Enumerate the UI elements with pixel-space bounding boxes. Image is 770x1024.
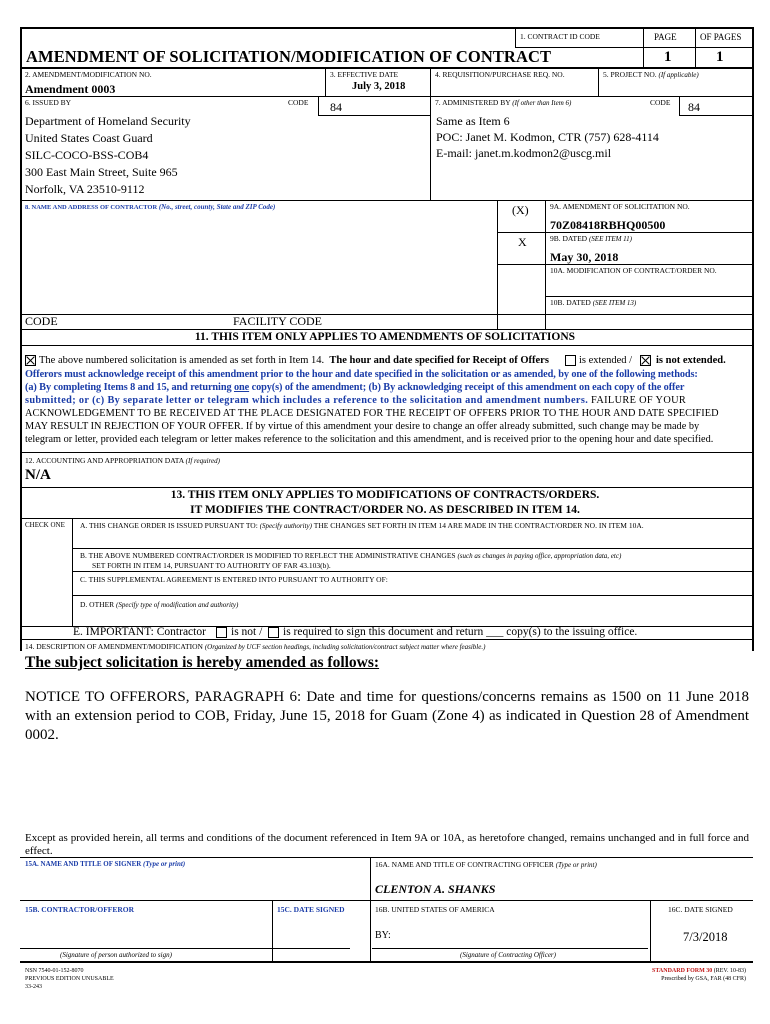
prescribed-text: Prescribed by GSA, FAR (48 CFR) [661,976,746,982]
description-label-text: 14. DESCRIPTION OF AMENDMENT/MODIFICATION [25,642,203,651]
description-body: NOTICE TO OFFERORS, PARAGRAPH 6: Date and time for questions/concerns remains as 1500 on 11 June 2018 with an extension period to COB, Friday, June 15, 2018 for Guam (Zone 4) as indicated in Question 28 of Amendment 0002. [25,689,749,743]
signer-name-text: 15A. NAME AND TITLE OF SIGNER [25,860,142,868]
item-11-line-3b: copy(s) of the amendment; (b) By acknowledging receipt of this amendment on each copy of the offer [249,382,685,393]
administered-by-line: E-mail: janet.m.kodmon2@uscg.mil [436,146,612,160]
standard-form-rev: (REV. 10-83) [712,968,746,974]
item-13a-note: (Specify authority) [259,522,312,530]
administered-by-label [435,98,571,107]
description-footer: Except as provided herein, all terms and conditions of the document referenced in Item 9A or 10A, as heretofore changed, remains unchanged and in full force and effect. [25,832,749,857]
dated-9b-note: (SEE ITEM 11) [588,235,632,243]
administered-by-code-value: 84 [688,100,700,114]
item-11-line-4 [25,394,686,407]
is-not-label: is not / [231,626,263,638]
item-13d[interactable] [80,600,238,609]
item-13c[interactable]: C. THIS SUPPLEMENTAL AGREEMENT IS ENTERED INTO PURSUANT TO AUTHORITY OF: [80,575,388,584]
contractor-signature-line[interactable] [20,948,350,949]
officer-name-label [375,860,597,869]
item-11-line-5: ACKNOWLEDGEMENT TO BE RECEIVED AT THE PLACE DESIGNATED FOR THE RECEIPT OF OFFERS PRIOR TO THE HOUR AND DATE SPECIFIED [25,408,719,419]
signer-name-label [25,860,185,868]
contractor-label [25,203,275,211]
is-extended-label: is extended / [579,355,633,366]
issued-by-line: Norfolk, VA 23510-9112 [25,182,145,196]
of-pages-label: OF PAGES [700,32,742,42]
officer-date-value: 7/3/2018 [683,930,728,944]
contractor-signature-caption: (Signature of person authorized to sign) [60,951,172,959]
administered-by-text: 7. ADMINISTERED BY [435,98,511,107]
nsn-text: NSN 7540-01-152-8070 [25,968,84,974]
item-13-heading-2: IT MODIFIES THE CONTRACT/ORDER NO. AS DESCRIBED IN ITEM 14. [190,504,580,516]
item-11-line-2: Offerors must acknowledge receipt of this amendment prior to the hour and date specified in the solicitation or as amended, by one of the following methods: [25,369,698,380]
amendment-no-label: 2. AMENDMENT/MODIFICATION NO. [25,70,152,79]
form-footer-right [652,967,746,983]
item-13a-text: A. THIS CHANGE ORDER IS ISSUED PURSUANT TO: [80,521,258,530]
dated-9b-text: 9B. DATED [550,234,588,243]
officer-date-label: 16C. DATE SIGNED [668,905,733,914]
item-13-heading-1: 13. THIS ITEM ONLY APPLIES TO MODIFICATIONS OF CONTRACTS/ORDERS. [170,489,600,501]
officer-signature-line[interactable] [372,948,648,949]
description-label [25,642,485,651]
item-13a[interactable] [80,521,644,530]
is-required-label: is required to sign this document and return ___ copy(s) to the issuing office. [283,626,638,638]
officer-name-note: (Type or print) [555,861,597,869]
standard-form-text: STANDARD FORM 30 [652,968,713,974]
item-11-line-6: MAY RESULT IN REJECTION OF YOUR OFFER. If by virtue of this amendment your desire to change an offer already submitted, such change may be made by [25,421,700,432]
issued-by-code-value: 84 [330,100,342,114]
standard-form-line [652,967,746,975]
by-label: BY: [375,930,391,941]
dated-9b-value: May 30, 2018 [550,250,619,264]
accounting-value: N/A [25,467,51,483]
administered-by-address [436,113,659,161]
item-11-heading: 11. THIS ITEM ONLY APPLIES TO AMENDMENTS OF SOLICITATIONS [194,331,576,343]
requisition-label: 4. REQUISITION/PURCHASE REQ. NO. [435,70,565,79]
project-no-label [603,70,699,79]
project-no-text: 5. PROJECT NO. [603,70,657,79]
page-label: PAGE [654,32,677,42]
administered-by-note: (If other than Item 6) [512,99,572,107]
effective-date-label: 3. EFFECTIVE DATE [330,70,399,79]
issued-by-code-label: CODE [288,98,309,107]
item-11-line-3 [25,381,684,394]
contractor-code-label: CODE [25,314,58,328]
item-11-line-7: telegram or letter, provided each telegram or letter makes reference to the solicitation and this amendment, and is received prior to the opening hour and date specified. [25,434,714,445]
important-label: E. IMPORTANT: Contractor [73,626,206,638]
item-13b-note: (such as changes in paying office, appropriation data, etc) [457,552,622,560]
description-label-note: (Organized by UCF section headings, including solicitation/contract subject matter where feasible.) [204,643,486,651]
form-footer-left [25,967,114,991]
amendment-no-value: Amendment 0003 [25,82,116,96]
solicitation-no-label: 9A. AMENDMENT OF SOLICITATION NO. [550,202,690,211]
item-11-line-4b: FAILURE OF YOUR [588,395,687,406]
solicitation-no-value: 70Z08418RBHQ00500 [550,218,666,232]
form-title: AMENDMENT OF SOLICITATION/MODIFICATION OF CONTRACT [26,47,552,66]
item-13d-note: (Specify type of modification and authority) [116,601,239,609]
item-13d-text: D. OTHER [80,600,115,609]
administered-by-line: POC: Janet M. Kodmon, CTR (757) 628-4114 [436,130,659,144]
item-11-one: one [233,382,250,393]
contractor-label-note: (No., street, county, State and ZIP Code) [158,203,276,211]
previous-edition-text: PREVIOUS EDITION UNUSABLE [25,976,114,982]
issued-by-line: Department of Homeland Security [25,114,191,128]
project-no-note: (If applicable) [658,71,699,79]
item-11-receipt-text: The hour and date specified for Receipt of Offers [329,355,549,366]
issued-by-label: 6. ISSUED BY [25,98,72,107]
not-extended-label: is not extended. [656,355,726,366]
modification-10a-label: 10A. MODIFICATION OF CONTRACT/ORDER NO. [550,266,717,275]
form-number-text: 33-243 [25,984,42,990]
signer-name-note: (Type or print) [143,860,186,868]
dated-9b-mark: X [518,235,527,249]
item-11-line-4a: submitted; or (c) By separate letter or telegram which includes a reference to the solicitation and amendment numbers. [25,395,589,406]
dated-9b-label [550,234,632,243]
administered-by-code-label: CODE [650,98,671,107]
not-extended-checkbox[interactable] [640,355,651,366]
usa-label: 16B. UNITED STATES OF AMERICA [375,905,495,914]
dated-10b-label [550,298,636,307]
dated-10b-note: (SEE ITEM 13) [592,299,637,307]
accounting-label-note: (If required) [185,457,220,465]
check-one-label: CHECK ONE [25,521,65,529]
contractor-label-text: 8. NAME AND ADDRESS OF CONTRACTOR [25,204,158,211]
page-number: 1 [664,49,672,65]
contractor-offeror-label: 15B. CONTRACTOR/OFFEROR [25,905,135,914]
issued-by-address [25,113,191,198]
officer-name-value: CLENTON A. SHANKS [375,882,496,896]
administered-by-line: Same as Item 6 [436,114,510,128]
item-11-text: The above numbered solicitation is amended as set forth in Item 14. [39,355,325,366]
issued-by-line: United States Coast Guard [25,131,153,145]
facility-code-label: FACILITY CODE [233,314,322,328]
total-pages: 1 [716,49,724,65]
issued-by-line: 300 East Main Street, Suite 965 [25,165,178,179]
issued-by-line: SILC-COCO-BSS-COB4 [25,148,149,162]
amendment-9a-mark: (X) [512,203,529,217]
officer-name-text: 16A. NAME AND TITLE OF CONTRACTING OFFICER [375,860,554,869]
accounting-label [25,456,220,465]
is-required-checkbox[interactable] [268,627,279,638]
item-13b-text: B. THE ABOVE NUMBERED CONTRACT/ORDER IS MODIFIED TO REFLECT THE ADMINISTRATIVE CHANGES [80,551,456,560]
extended-checkbox[interactable] [565,355,576,366]
item-13b-line-2: SET FORTH IN ITEM 14, PURSUANT TO AUTHORITY OF FAR 43.103(b). [92,561,331,570]
is-not-checkbox[interactable] [216,627,227,638]
dated-10b-text: 10B. DATED [550,298,591,307]
item-13a-text-2: THE CHANGES SET FORTH IN ITEM 14 ARE MADE IN THE CONTRACT/ORDER NO. IN ITEM 10A. [313,521,644,530]
effective-date-value: July 3, 2018 [352,81,406,92]
officer-signature-caption: (Signature of Contracting Officer) [460,951,556,959]
accounting-label-text: 12. ACCOUNTING AND APPROPRIATION DATA [25,456,184,465]
item-13b[interactable] [80,551,621,560]
item-11-line-1 [39,354,549,367]
description-heading: The subject solicitation is hereby amended as follows: [25,654,380,671]
contractor-date-label: 15C. DATE SIGNED [277,905,345,914]
item-11-line-3a: (a) By completing Items 8 and 15, and returning [25,382,234,393]
amended-checkbox[interactable] [25,355,36,366]
contract-id-label: 1. CONTRACT ID CODE [520,32,600,41]
